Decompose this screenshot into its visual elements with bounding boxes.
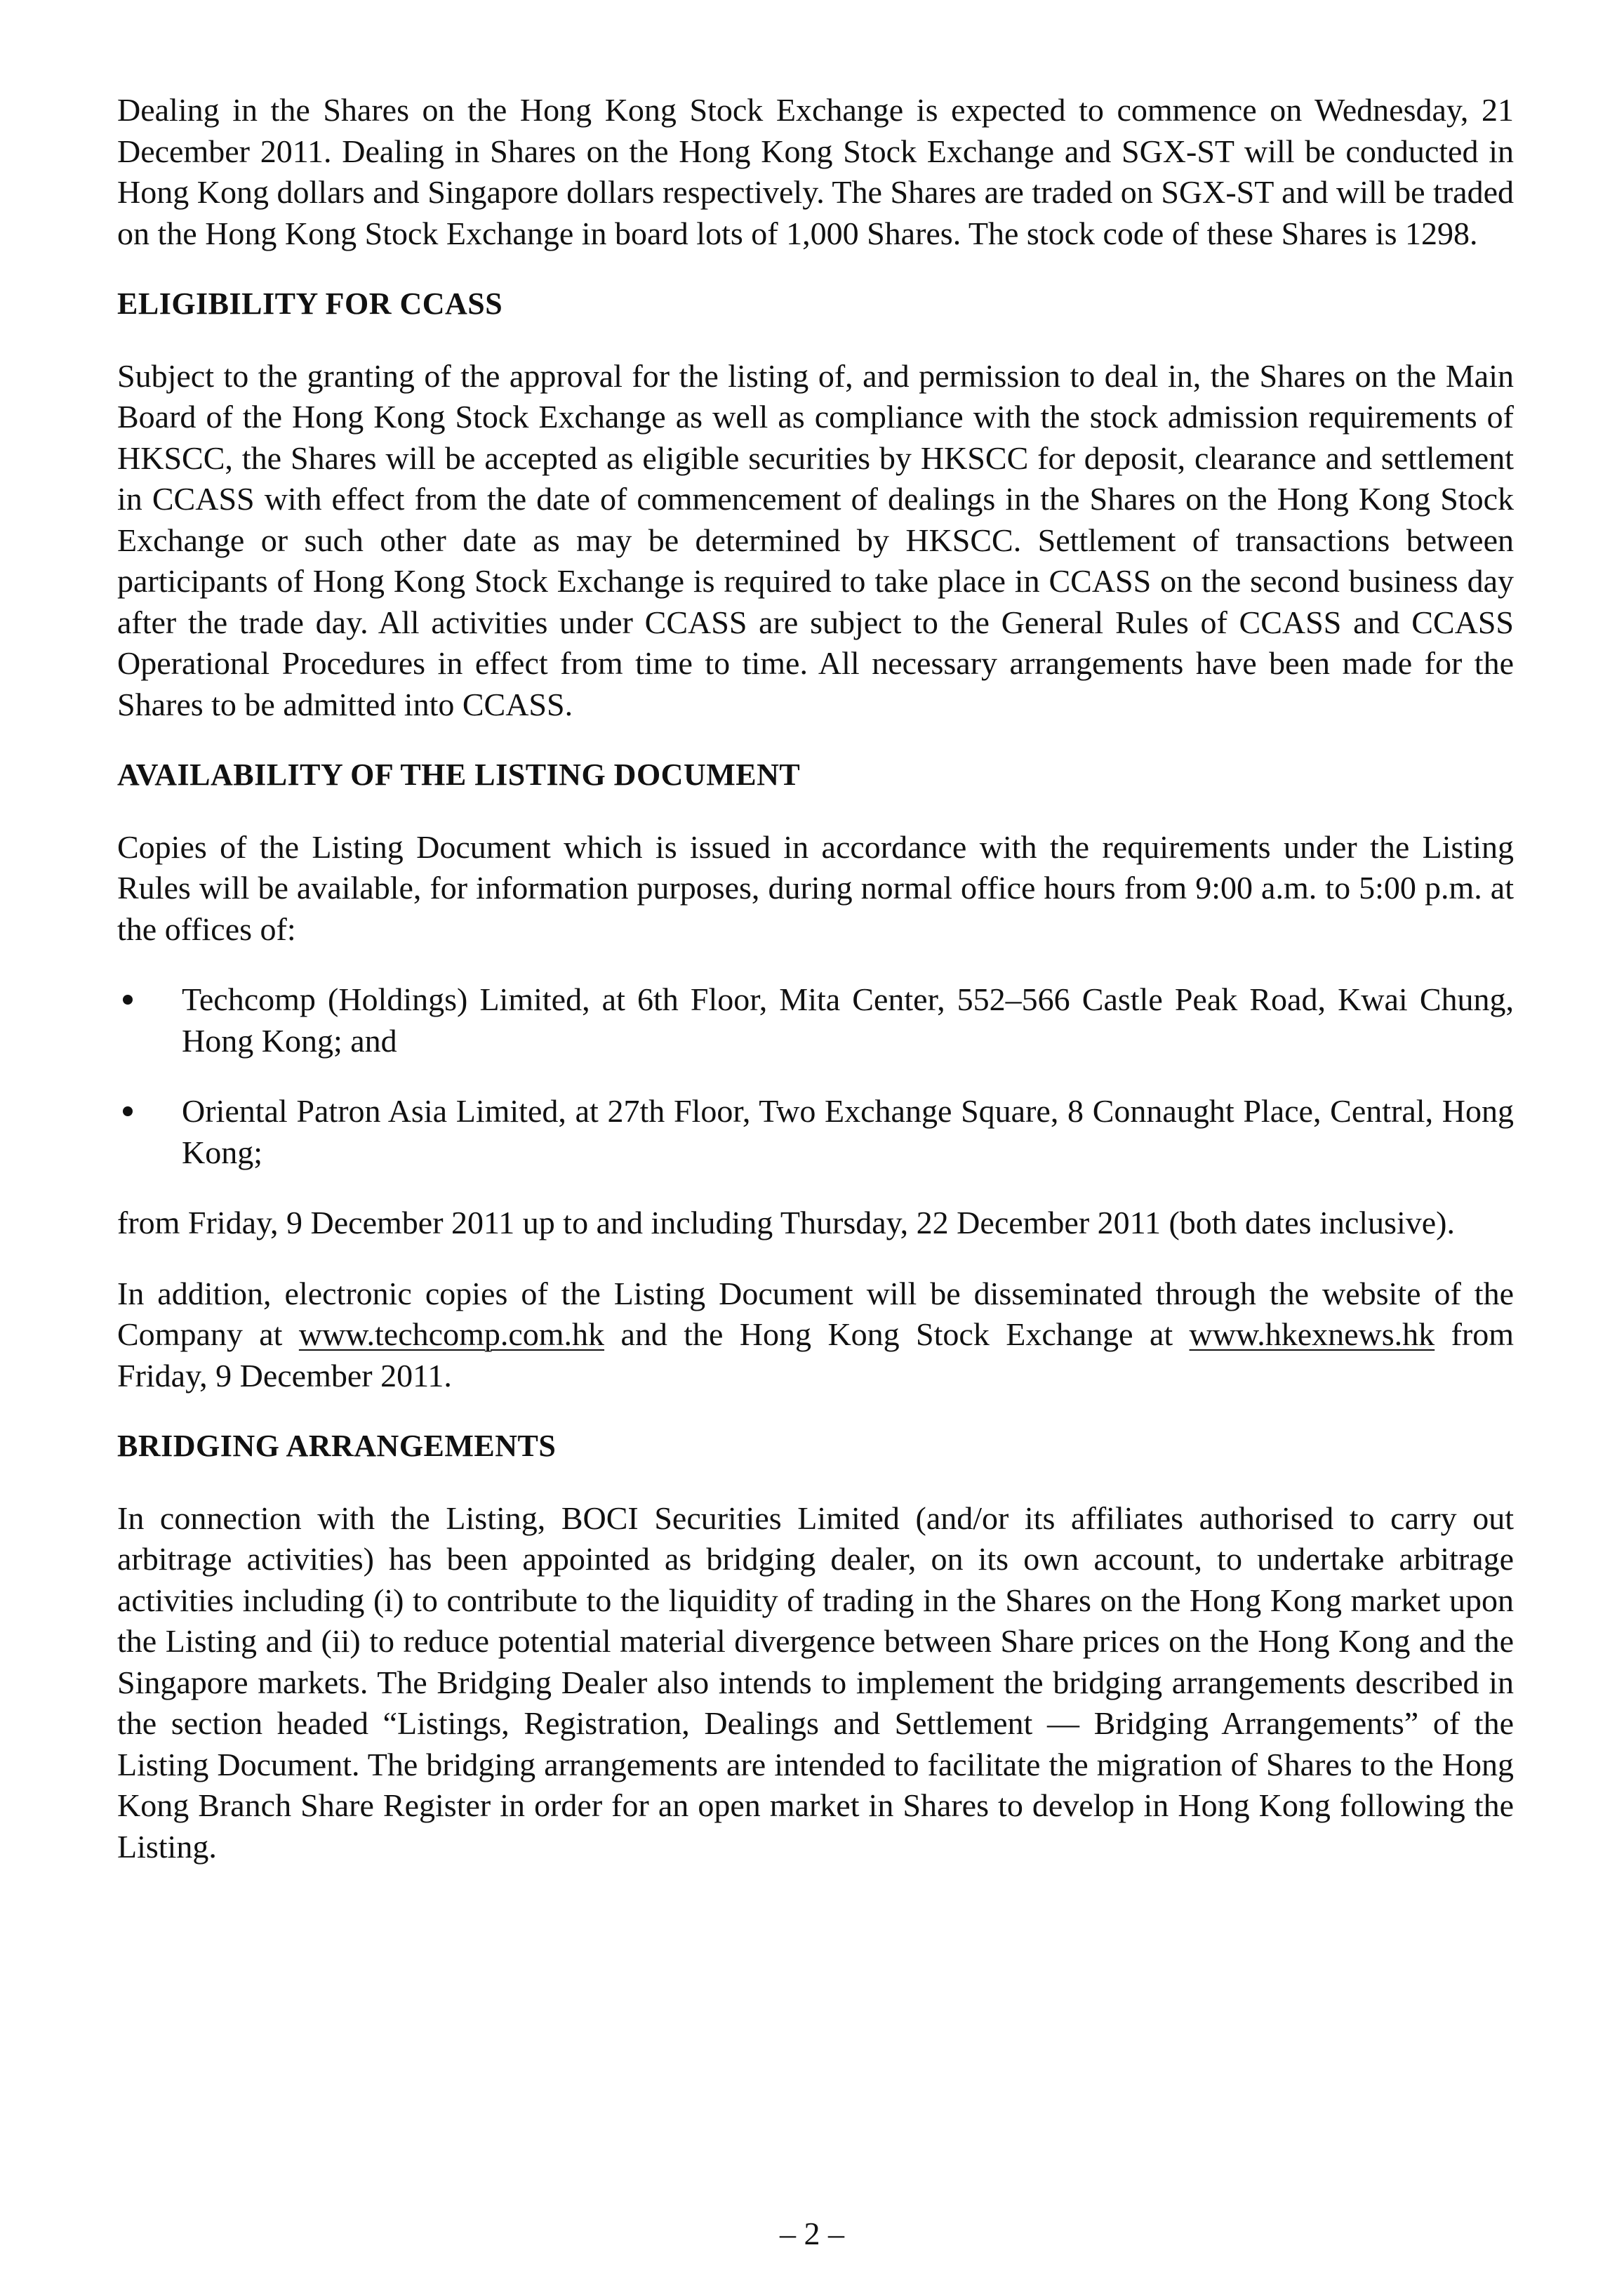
office-address-oriental-patron: Oriental Patron Asia Limited, at 27th Floor, Two Exchange Square, 8 Connaught Place, Central, Hong Kong; — [182, 1093, 1514, 1170]
bullet-icon — [123, 1106, 133, 1116]
hkexnews-website-link[interactable]: www.hkexnews.hk — [1189, 1316, 1435, 1352]
office-list-item — [117, 979, 1514, 1061]
office-list — [117, 979, 1514, 1173]
company-website-link[interactable]: www.techcomp.com.hk — [298, 1316, 605, 1352]
dealing-paragraph: Dealing in the Shares on the Hong Kong Stock Exchange is expected to commence on Wednesday, 21 December 2011. Dealing in Shares on the Hong Kong Stock Exchange and SGX-ST will be conducted in Hong Kong dollars and Singapore dollars respectively. The Shares are traded on SGX-ST and will be traded on the Hong Kong Stock Exchange in board lots of 1,000 Shares. The stock code of these Shares is 1298. — [117, 92, 1514, 251]
bridging-paragraph: In connection with the Listing, BOCI Securities Limited (and/or its affiliates authorised to carry out arbitrage activities) has been appointed as bridging dealer, on its own account, to undertake arbitrage activities including (i) to contribute to the liquidity of trading in the Shares on the Hong Kong market upon the Listing and (ii) to reduce potential material divergence between Share prices on the Hong Kong and the Singapore markets. The Bridging Dealer also intends to implement the bridging arrangements described in the section headed “Listings, Registration, Dealings and Settlement — Bridging Arrangements” of the Listing Document. The bridging arrangements are intended to facilitate the migration of Shares to the Hong Kong Branch Share Register in order for an open market in Shares to develop in Hong Kong following the Listing. — [117, 1500, 1514, 1865]
electronic-text-part1: In addition, electronic copies of the Listing Document will be disseminated through the website of the Company at — [117, 1275, 1514, 1352]
ccass-paragraph: Subject to the granting of the approval for the listing of, and permission to deal in, the Shares on the Main Board of the Hong Kong Stock Exchange as well as compliance with the stock admission requirements of HKSCC, the Shares will be accepted as eligible securities by HKSCC for deposit, clearance and settlement in CCASS with effect from the date of commencement of dealings in the Shares on the Hong Kong Stock Exchange or such other date as may be determined by HKSCC. Settlement of transactions between participants of Hong Kong Stock Exchange is required to take place in CCASS on the second business day after the trade day. All activities under CCASS are subject to the General Rules of CCASS and CCASS Operational Procedures in effect from time to time. All necessary arrangements have been made for the Shares to be admitted into CCASS. — [117, 357, 1514, 722]
bridging-heading: BRIDGING ARRANGEMENTS — [117, 1429, 557, 1463]
availability-intro: Copies of the Listing Document which is issued in accordance with the requirements under the Listing Rules will be available, for information purposes, during normal office hours from 9:00 a.m. to 5:00 p.m. at the offices of: — [117, 828, 1514, 947]
office-address-techcomp: Techcomp (Holdings) Limited, at 6th Floor, Mita Center, 552–566 Castle Peak Road, Kwai Chung, Hong Kong; and — [182, 981, 1514, 1059]
office-list-item — [117, 1091, 1514, 1173]
electronic-text-part2: and the Hong Kong Stock Exchange at — [620, 1316, 1173, 1352]
ccass-heading: ELIGIBILITY FOR CCASS — [117, 286, 503, 321]
electronic-copies-paragraph — [117, 1273, 1514, 1397]
bullet-icon — [123, 995, 133, 1005]
availability-dates: from Friday, 9 December 2011 up to and including Thursday, 22 December 2011 (both dates inclusive). — [117, 1205, 1455, 1240]
document-page — [117, 90, 1514, 1897]
page-number: – 2 – — [780, 2216, 844, 2251]
availability-heading: AVAILABILITY OF THE LISTING DOCUMENT — [117, 757, 801, 792]
electronic-text-part3: from Friday, 9 December 2011. — [117, 1316, 1514, 1394]
